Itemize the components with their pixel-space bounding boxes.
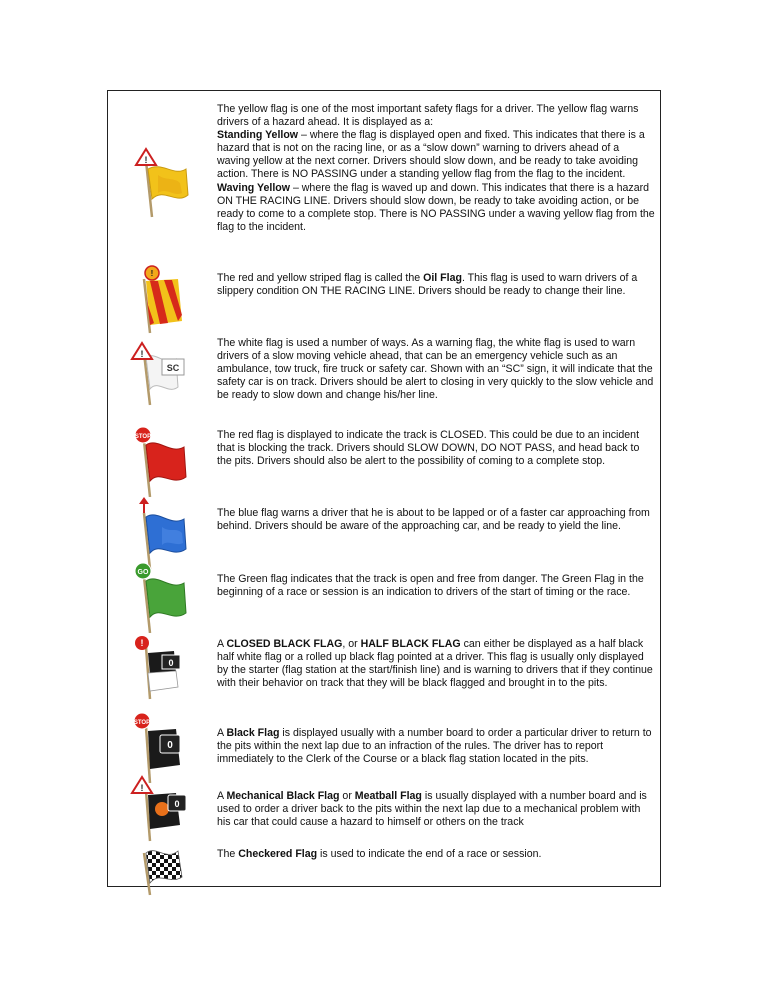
black-flag-icon <box>128 711 190 783</box>
svg-text:!: ! <box>150 269 154 278</box>
entry-text <box>217 638 655 690</box>
entry-text <box>217 848 655 861</box>
document-frame <box>107 90 661 887</box>
line: The yellow flag is one of the most important safety flags for a driver. The yellow flag warns drivers of a hazard ahead. It is displayed as a: <box>217 103 639 129</box>
line: The white flag is used a number of ways. As a warning flag, the white flag is used to warn drivers of a slow moving vehicle ahead, that can be an emergency vehicle such as an ambulance, tow truck, fire truck or safety car. Shown with an “SC” sign, it will indicate that the safety car is on track. Drivers should be alert to closing in very quickly to the slow vehicle and be ready to slow down and change his/her line. <box>217 337 654 402</box>
checkered-flag-icon <box>128 833 190 905</box>
svg-text:!: ! <box>140 638 144 648</box>
entry-text <box>217 573 655 599</box>
line: The red and yellow striped flag is called the Oil Flag. This flag is used to warn drivers of a slippery condition ON THE RACING LINE. Drivers should be ready to change their line. <box>217 272 638 298</box>
number-board: 0 <box>167 740 173 751</box>
entry-text <box>217 727 655 766</box>
blue-flag-icon <box>128 497 190 569</box>
line: The Green flag indicates that the track is open and free from danger. The Green Flag in the beginning of a race or session is an indication to drivers of the start of timing or the race. <box>217 573 644 599</box>
line: A Black Flag is displayed usually with a number board to order a particular driver to return to the pits within the next lap due to an infraction of the rules. The driver has to report immediately to the Clerk of the Course or a black flag station located in the pits. <box>217 727 652 766</box>
entry-text <box>217 429 655 468</box>
number-board: 0 <box>168 658 174 668</box>
red-flag-icon <box>128 425 190 497</box>
entry-text <box>217 337 655 402</box>
sc-sign: SC <box>166 363 180 373</box>
half-black-flag-icon <box>128 631 190 703</box>
number-board: 0 <box>174 799 180 809</box>
line: The red flag is displayed to indicate the track is CLOSED. This could be due to an incident that is blocking the track. Drivers should SLOW DOWN, DO NOT PASS, and head back to the pits. Drivers should also be alert to the possibility of coming to a complete stop. <box>217 429 640 468</box>
svg-text:!: ! <box>144 155 148 165</box>
green-flag-icon <box>128 561 190 633</box>
line: The blue flag warns a driver that he is about to be lapped or of a faster car approaching from behind. Drivers should be aware of the approaching car, and be ready to yield the line. <box>217 507 650 533</box>
go-sign: GO <box>137 569 149 576</box>
stop-sign: STOP <box>134 434 152 440</box>
entry-text <box>217 507 655 533</box>
entry-text <box>217 272 655 298</box>
entry-text <box>217 103 655 234</box>
oil-flag-icon <box>128 265 190 337</box>
line: A CLOSED BLACK FLAG, or HALF BLACK FLAG can either be displayed as a half black half white flag or a rolled up black flag pointed at a driver. This flag is usually only displayed by the starter (flag station at the start/finish line) and is warning to drivers that if they continue with their behavior on track that they will be black flagged and brought in to the pits. <box>217 638 653 690</box>
svg-text:!: ! <box>140 783 144 793</box>
stop-sign: STOP <box>133 720 151 726</box>
line: Standing Yellow – where the flag is displayed open and fixed. This indicates that there is a hazard that is not on the racing line, or as a “slow down” warning to drivers ahead of a waving yellow at the next corner. Drivers should slow down, and be ready to take avoiding action. There is NO PASSING under a standing yellow flag from the flag to the incident. <box>217 129 645 181</box>
line: The Checkered Flag is used to indicate the end of a race or session. <box>217 848 542 860</box>
entry-text <box>217 790 655 829</box>
yellow-flag-icon <box>128 147 190 219</box>
line: A Mechanical Black Flag or Meatball Flag is usually displayed with a number board and is used to order a driver back to the pits within the next lap due to a mechanical problem with his car that could cause a hazard to himself or others on the track <box>217 790 647 829</box>
svg-text:!: ! <box>140 349 144 359</box>
white-flag-icon <box>128 339 190 411</box>
line: Waving Yellow – where the flag is waved up and down. This indicates that there is a hazard ON THE RACING LINE. Drivers should slow down, be ready to take avoiding action, or be ready to come to a complete stop. There is NO PASSING under a waving yellow flag from the flag to the incident. <box>217 181 655 233</box>
